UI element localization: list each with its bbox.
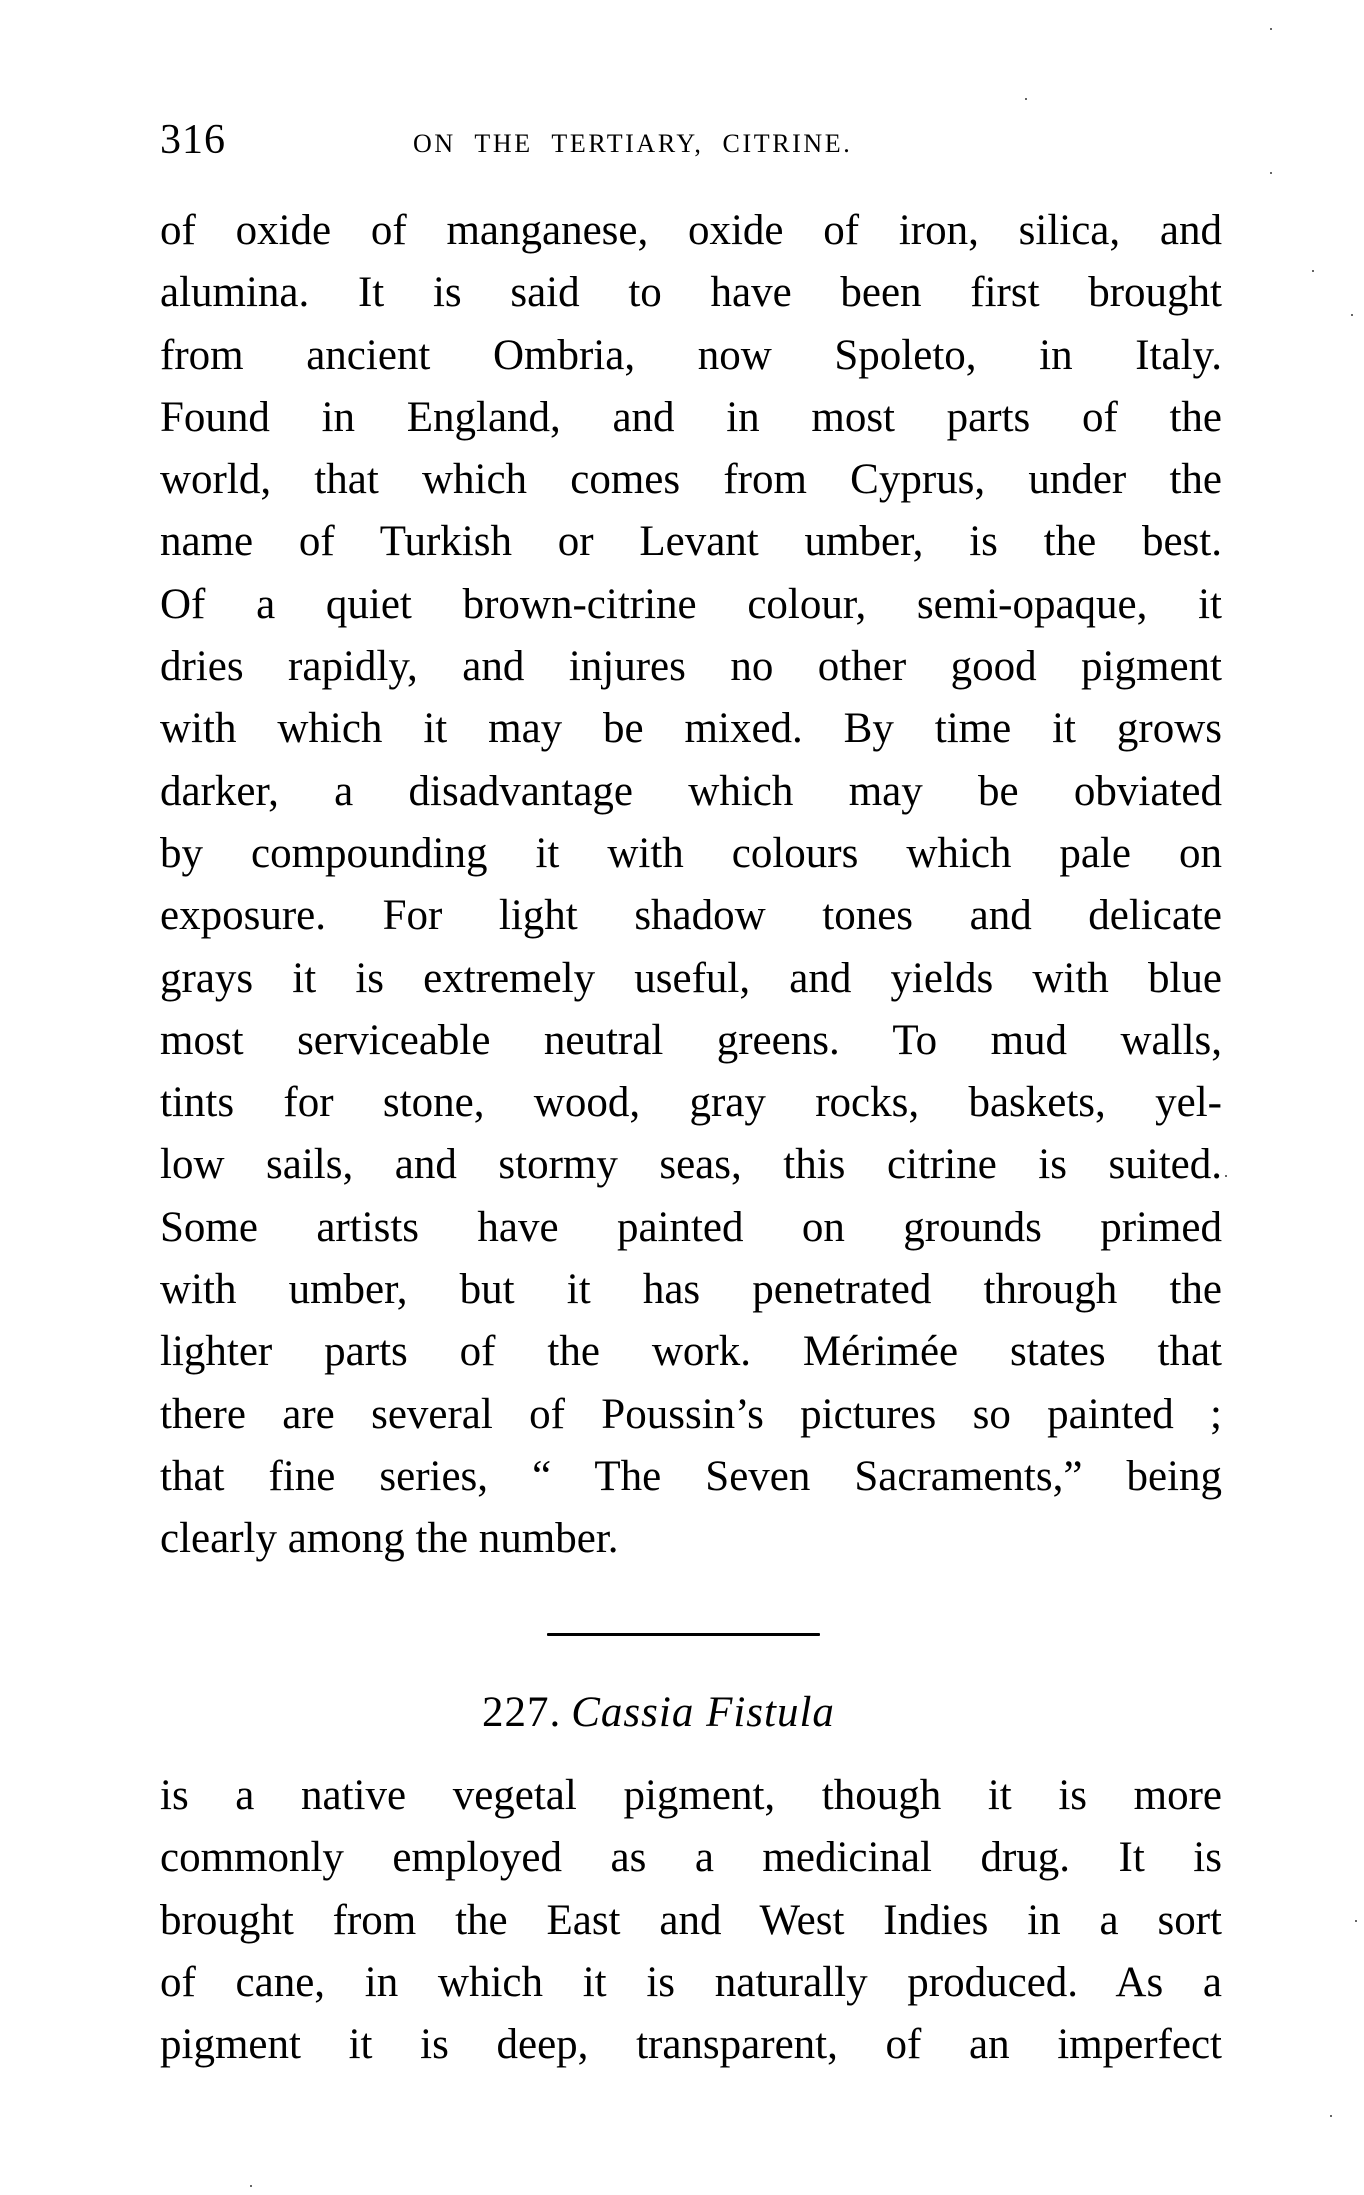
paragraph-umber <box>160 200 1222 1571</box>
text-line: lighter parts of the work. Mérimée states that <box>160 1328 1222 1376</box>
scan-speck <box>1355 1920 1357 1922</box>
section-title: Cassia Fistula <box>571 1689 835 1736</box>
text-line: exposure. For light shadow tones and delicate <box>160 892 1222 940</box>
text-line: of oxide of manganese, oxide of iron, silica, and <box>160 207 1222 254</box>
text-line: Some artists have painted on grounds primed <box>160 1203 1222 1251</box>
text-line: name of Turkish or Levant umber, is the best. <box>160 518 1222 566</box>
text-line: of cane, in which it is naturally produced. As a <box>160 1958 1222 2006</box>
text-line: by compounding it with colours which pale on <box>160 829 1222 877</box>
text-line: pigment it is deep, transparent, of an imperfect <box>160 2021 1222 2069</box>
text-line: dries rapidly, and injures no other good pigment <box>160 643 1222 691</box>
text-line: tints for stone, wood, gray rocks, baskets, yel- <box>160 1079 1222 1127</box>
text-line: there are several of Poussin’s pictures so painted ; <box>160 1390 1222 1438</box>
text-line: Found in England, and in most parts of the <box>160 393 1222 441</box>
scan-speck <box>1351 314 1353 316</box>
text-line: commonly employed as a medicinal drug. It is <box>160 1834 1222 1882</box>
text-line: that fine series, “ The Seven Sacraments,” being <box>160 1452 1222 1500</box>
text-line: most serviceable neutral greens. To mud walls, <box>160 1016 1222 1064</box>
text-line: from ancient Ombria, now Spoleto, in Italy. <box>160 331 1222 379</box>
text-line: with which it may be mixed. By time it grows <box>160 705 1222 753</box>
text-line: grays it is extremely useful, and yields with blue <box>160 954 1222 1002</box>
text-line: Of a quiet brown-citrine colour, semi-opaque, it <box>160 580 1222 628</box>
text-line: is a native vegetal pigment, though it is more <box>160 1772 1222 1819</box>
scan-speck <box>1312 270 1314 272</box>
running-head <box>160 118 1222 162</box>
page-number: 316 <box>160 117 226 163</box>
text-line: low sails, and stormy seas, this citrine is suited. <box>160 1141 1222 1189</box>
scan-speck <box>1330 2115 1332 2117</box>
scan-speck <box>250 2185 252 2187</box>
text-line: world, that which comes from Cyprus, under the <box>160 456 1222 504</box>
text-line: with umber, but it has penetrated through the <box>160 1266 1222 1314</box>
text-line: brought from the East and West Indies in a sort <box>160 1896 1222 1944</box>
scan-speck <box>1270 28 1272 30</box>
running-title: ON THE TERTIARY, CITRINE. <box>413 129 853 158</box>
section-number: 227. <box>482 1689 562 1736</box>
scan-speck <box>1225 1175 1227 1177</box>
section-divider <box>547 1633 820 1636</box>
text-line: darker, a disadvantage which may be obviated <box>160 767 1222 815</box>
text-line: clearly among the number. <box>160 1515 619 1563</box>
paragraph-cassia-fistula <box>160 1765 1222 2076</box>
text-line: alumina. It is said to have been first brought <box>160 269 1222 317</box>
scan-speck <box>1270 172 1272 174</box>
scan-speck <box>1025 98 1027 100</box>
section-heading <box>482 1688 902 1738</box>
